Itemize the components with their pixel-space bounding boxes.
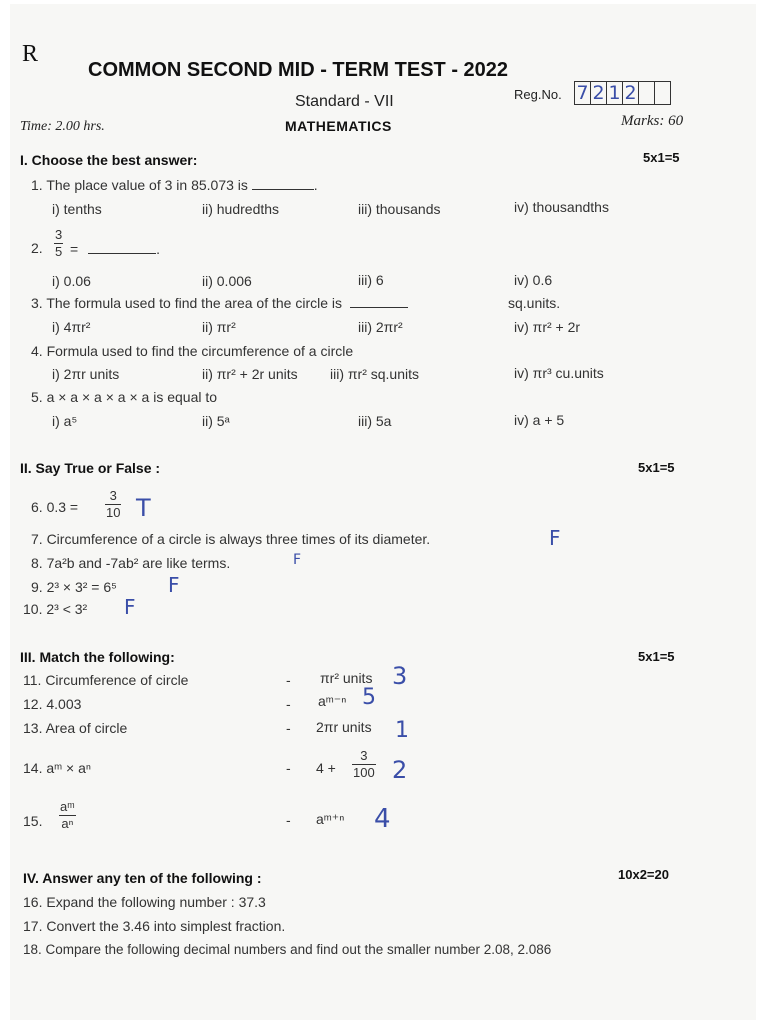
q5-option-1: i) a⁵ [52, 413, 78, 429]
section-3-heading: III. Match the following: [20, 649, 175, 665]
q6-handwritten-answer: T [136, 494, 151, 522]
q1-option-2: ii) hudredths [202, 201, 280, 217]
reg-digit [639, 82, 655, 104]
question-3 [31, 296, 408, 310]
q2-number: 2. [31, 240, 43, 256]
match-left-13: 13. Area of circle [23, 720, 128, 736]
reg-digit [655, 82, 670, 104]
answer-blank [252, 189, 314, 190]
match-answer-14: 2 [392, 756, 408, 784]
match-left-15-fraction [59, 800, 76, 830]
fraction-denominator: 100 [353, 764, 375, 780]
question-10: 10. 2³ < 3² [23, 601, 88, 617]
match-right-15: aᵐ⁺ⁿ [316, 811, 345, 827]
fraction-denominator: aⁿ [61, 815, 74, 831]
match-dash: - [286, 696, 291, 712]
question-8: 8. 7a²b and -7ab² are like terms. [31, 555, 231, 571]
match-right-14-prefix: 4 + [316, 760, 336, 776]
match-answer-12: 5 [362, 685, 376, 710]
q6-lhs: 6. 0.3 = [31, 499, 79, 515]
section-2-heading: II. Say True or False : [20, 460, 161, 476]
fraction-numerator: 3 [360, 748, 368, 763]
question-text: 3. The formula used to find the area of the circle is [31, 295, 343, 311]
match-left-15-number: 15. [23, 813, 43, 829]
q2-option-2: ii) 0.006 [202, 273, 252, 289]
q1-option-1: i) tenths [52, 201, 102, 217]
section-4-heading: IV. Answer any ten of the following : [23, 870, 262, 886]
section-1-heading: I. Choose the best answer: [20, 152, 198, 168]
question-9: 9. 2³ × 3² = 6⁵ [31, 579, 117, 595]
marks-label: Marks: 60 [621, 113, 684, 129]
question-16: 16. Expand the following number : 37.3 [23, 894, 266, 910]
fraction-denominator: 10 [106, 504, 121, 520]
q4-option-4: iv) πr³ cu.units [514, 365, 604, 381]
q8-handwritten-answer: F [293, 552, 302, 568]
match-right-14-fraction [352, 749, 376, 779]
q4-option-3: iii) πr² sq.units [330, 366, 420, 382]
exam-title: COMMON SECOND MID - TERM TEST - 2022 [88, 59, 509, 81]
fraction-numerator: aᵐ [60, 799, 75, 814]
equals-sign: = [70, 241, 79, 257]
match-left-12: 12. 4.003 [23, 696, 82, 712]
time-label: Time: 2.00 hrs. [20, 119, 105, 134]
q5-option-2: ii) 5ᵃ [202, 413, 230, 429]
section-1-score: 5x1=5 [643, 150, 680, 165]
match-dash: - [286, 720, 291, 736]
q3-option-3: iii) 2πr² [358, 319, 403, 335]
match-dash: - [286, 760, 291, 776]
match-answer-11: 3 [392, 662, 408, 690]
match-left-11: 11. Circumference of circle [23, 672, 189, 688]
q6-fraction [105, 489, 121, 519]
question-5: 5. a × a × a × a × a is equal to [31, 389, 218, 405]
q2-option-4: iv) 0.6 [514, 272, 553, 288]
question-17: 17. Convert the 3.46 into simplest fraction. [23, 918, 286, 934]
q4-option-2: ii) πr² + 2r units [202, 366, 298, 382]
q3-unit: sq.units. [508, 295, 561, 311]
standard-label: Standard - VII [295, 93, 394, 110]
reg-digit: 7 [575, 82, 591, 104]
section-2-score: 5x1=5 [638, 460, 675, 475]
fraction-numerator: 3 [109, 488, 117, 503]
q7-handwritten-answer: F [549, 526, 561, 550]
question-7: 7. Circumference of a circle is always three times of its diameter. [31, 531, 431, 547]
question-1: 1. The place value of 3 in 85.073 is . [31, 177, 318, 193]
q9-handwritten-answer: F [168, 573, 180, 597]
q3-option-4: iv) πr² + 2r [514, 319, 581, 335]
subject-label: MATHEMATICS [285, 118, 392, 134]
q1-option-3: iii) thousands [358, 201, 441, 217]
match-answer-15: 4 [374, 804, 391, 834]
fraction-numerator: 3 [55, 227, 63, 242]
q3-option-1: i) 4πr² [52, 319, 91, 335]
q10-handwritten-answer: F [124, 595, 136, 619]
q2-option-1: i) 0.06 [52, 273, 91, 289]
answer-blank [88, 253, 156, 254]
q5-option-4: iv) a + 5 [514, 412, 565, 428]
reg-digit: 2 [591, 82, 607, 104]
match-right-13: 2πr units [316, 719, 372, 735]
reg-digit: 2 [623, 82, 639, 104]
q3-option-2: ii) πr² [202, 319, 236, 335]
q4-option-1: i) 2πr units [52, 366, 120, 382]
match-answer-13: 1 [395, 718, 409, 743]
reg-digit: 1 [607, 82, 623, 104]
q2-equals: = . [70, 241, 160, 257]
question-4: 4. Formula used to find the circumference of a circle [31, 343, 354, 359]
question-text: 1. The place value of 3 in 85.073 is [31, 177, 248, 193]
question-18: 18. Compare the following decimal numbers and find out the smaller number 2.08, 2.086 [23, 942, 552, 957]
section-4-score: 10x2=20 [618, 867, 669, 882]
reg-no-box [574, 81, 671, 105]
q1-option-4: iv) thousandths [514, 199, 609, 215]
q2-option-3: iii) 6 [358, 272, 384, 288]
match-left-14: 14. aᵐ × aⁿ [23, 760, 92, 776]
corner-mark: R [22, 41, 39, 67]
fraction-denominator: 5 [55, 243, 63, 259]
section-3-score: 5x1=5 [638, 649, 675, 664]
q5-option-3: iii) 5a [358, 413, 392, 429]
match-right-11: πr² units [320, 670, 373, 686]
q2-fraction [54, 228, 63, 258]
answer-blank [350, 307, 408, 308]
match-dash: - [286, 672, 291, 688]
match-right-12: aᵐ⁻ⁿ [318, 693, 347, 709]
reg-no-label: Reg.No. [514, 87, 562, 102]
match-dash: - [286, 812, 291, 828]
